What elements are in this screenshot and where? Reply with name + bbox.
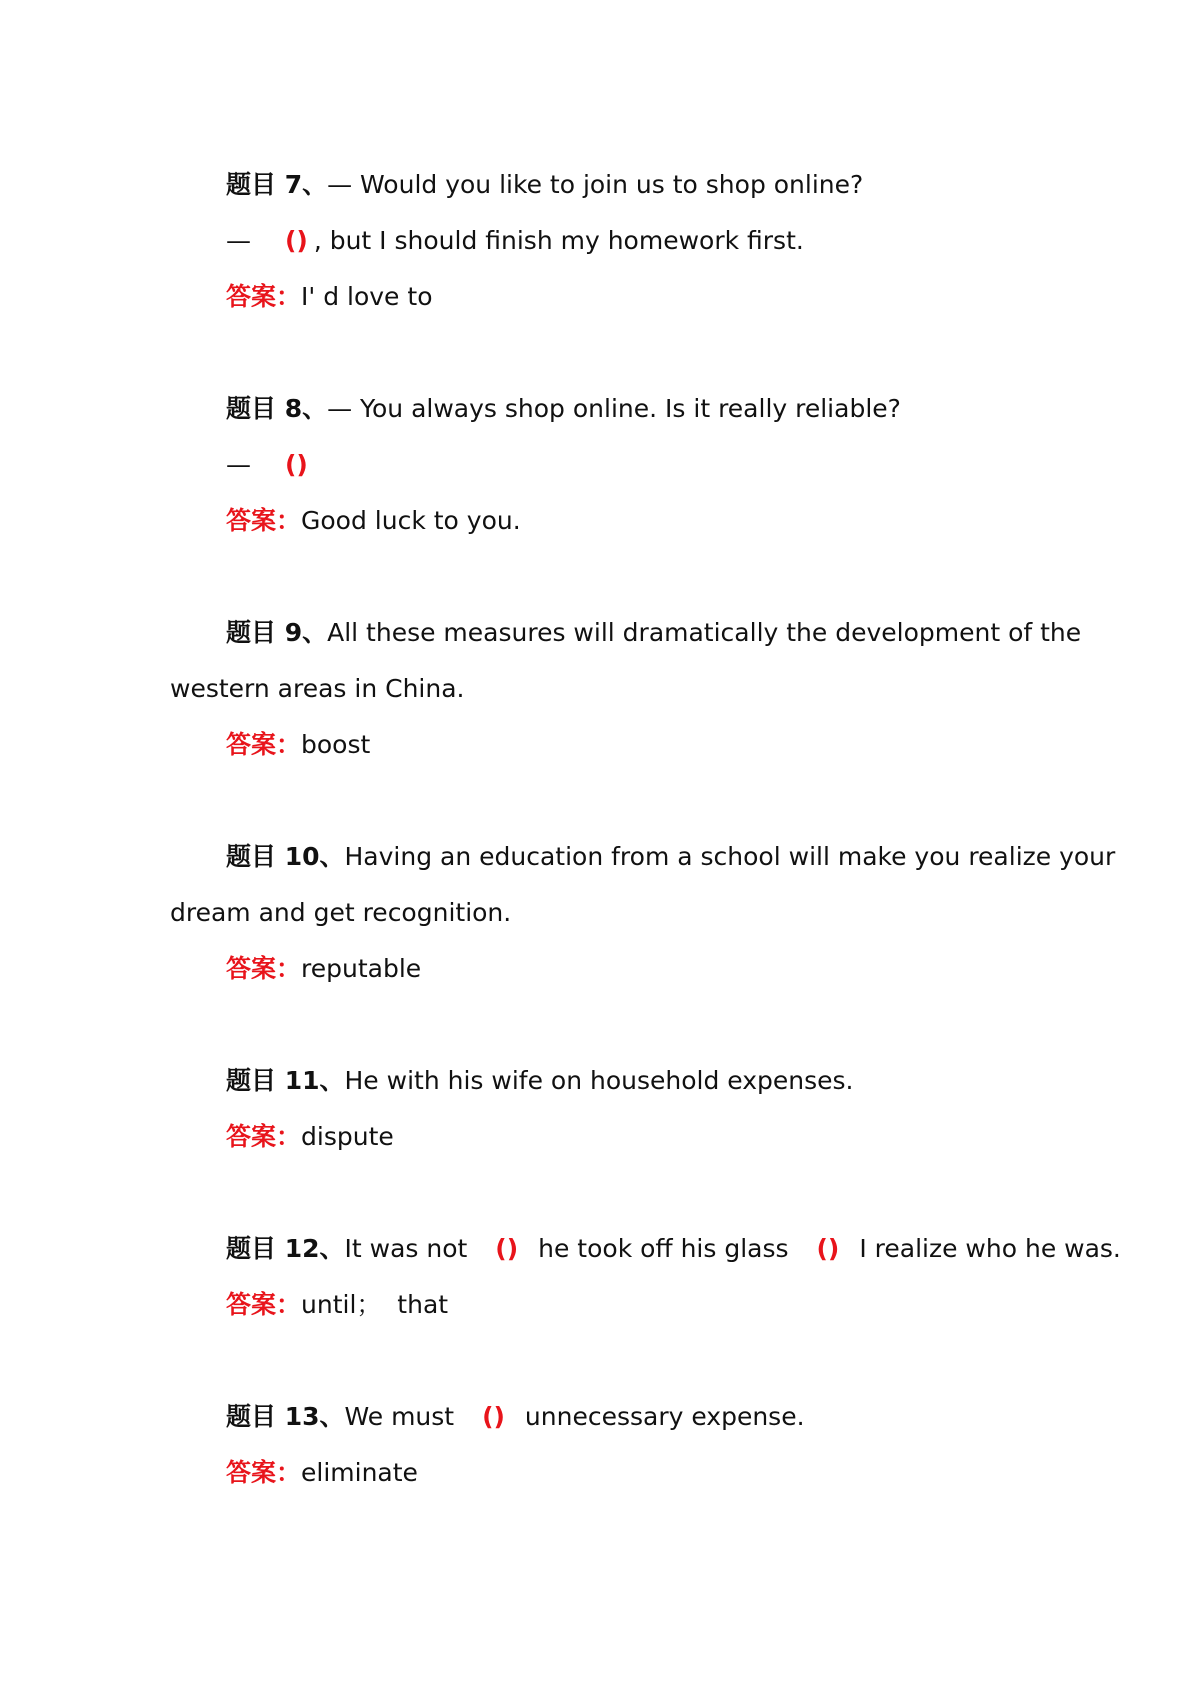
answer-label: 答案：: [226, 1290, 302, 1319]
question-9-line-2: [170, 672, 1075, 706]
question-9-stem: All these measures will dramatically the development of the: [327, 618, 1082, 647]
question-12-stem-part-1: It was not: [344, 1234, 468, 1263]
answer-label: 答案：: [226, 1458, 302, 1487]
question-8-line-2: [170, 448, 1075, 482]
question-10-label: 题目 10、: [226, 842, 345, 871]
question-9-answer-text: boost: [301, 730, 371, 759]
question-11-label: 题目 11、: [226, 1066, 345, 1095]
question-11-line-1: [170, 1064, 1075, 1098]
question-12-label: 题目 12、: [226, 1234, 345, 1263]
question-13-line-1: [170, 1400, 1075, 1434]
question-7-stem-continued: , but I should finish my homework first.: [313, 226, 804, 255]
question-12-stem-part-3: I realize who he was.: [859, 1234, 1121, 1263]
question-7-stem: — Would you like to join us to shop online?: [327, 170, 864, 199]
question-7-label: 题目 7、: [226, 170, 328, 199]
question-12-line-1: [170, 1232, 1121, 1266]
question-13-answer-text: eliminate: [301, 1458, 418, 1487]
question-12-blank-2: (): [816, 1234, 840, 1263]
question-9-line-1: [170, 616, 1082, 650]
question-7-answer: [170, 280, 1075, 314]
question-12-blank-1: (): [495, 1234, 519, 1263]
question-10-line-2: [170, 896, 1075, 930]
question-9-label: 题目 9、: [226, 618, 328, 647]
answer-label: 答案：: [226, 730, 302, 759]
question-12-answer-text: until； that: [301, 1290, 449, 1319]
question-11-answer: [170, 1120, 1075, 1154]
question-7-blank: (): [284, 226, 308, 255]
question-8-line-1: [170, 392, 1075, 426]
question-10-stem: Having an education from a school will make you realize your: [344, 842, 1116, 871]
question-7-line-2: [170, 224, 1075, 258]
question-8-dash: —: [226, 450, 251, 479]
question-13-stem-part-2: unnecessary expense.: [524, 1402, 805, 1431]
question-7-line-1: [170, 168, 1075, 202]
answer-label: 答案：: [226, 1122, 302, 1151]
question-12-answer: [170, 1288, 1075, 1322]
question-11-stem: He with his wife on household expenses.: [344, 1066, 854, 1095]
answer-label: 答案：: [226, 506, 302, 535]
question-13-answer: [170, 1456, 1075, 1490]
question-7-answer-text: I' d love to: [301, 282, 433, 311]
question-8-label: 题目 8、: [226, 394, 328, 423]
question-10-answer-text: reputable: [301, 954, 422, 983]
question-10-stem-continued: dream and get recognition.: [170, 898, 512, 927]
question-11-answer-text: dispute: [301, 1122, 394, 1151]
question-9-answer: [170, 728, 1075, 762]
answer-label: 答案：: [226, 954, 302, 983]
question-8-answer-text: Good luck to you.: [301, 506, 521, 535]
question-7-dash: —: [226, 226, 251, 255]
question-13-blank: (): [482, 1402, 505, 1431]
question-8-answer: [170, 504, 1075, 538]
question-13-stem-part-1: We must: [344, 1402, 455, 1431]
question-8-blank: (): [284, 450, 308, 479]
question-12-stem-part-2: he took off his glass: [538, 1234, 789, 1263]
answer-label: 答案：: [226, 282, 302, 311]
question-10-line-1: [170, 840, 1116, 874]
question-10-answer: [170, 952, 1075, 986]
question-9-stem-continued: western areas in China.: [170, 674, 465, 703]
question-8-stem: — You always shop online. Is it really reliable?: [327, 394, 901, 423]
question-13-label: 题目 13、: [226, 1402, 345, 1431]
